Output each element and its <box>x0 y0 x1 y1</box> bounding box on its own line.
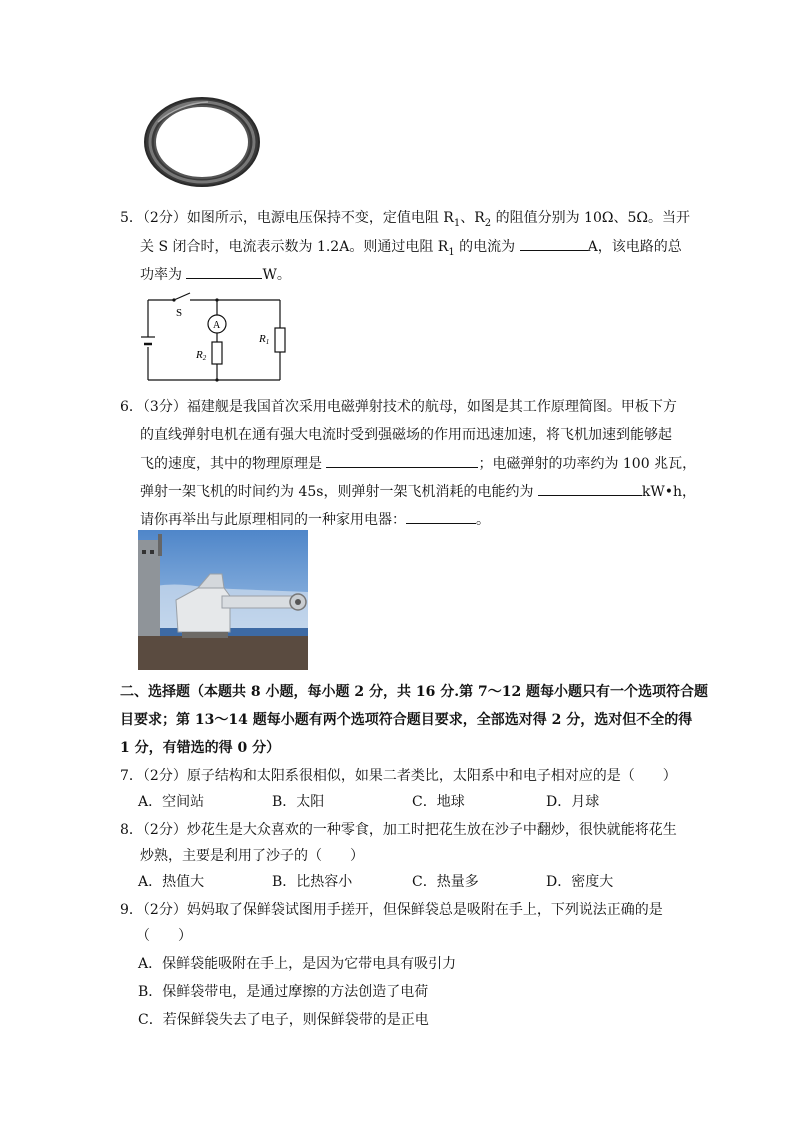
q5-answer-blank-2[interactable] <box>186 264 262 279</box>
wire-coil-image <box>138 92 266 196</box>
q8-option-a[interactable]: A．热值大 <box>138 874 205 890</box>
q6-answer-blank-2[interactable] <box>538 481 642 496</box>
q6-line1: 6．（3分）福建舰是我国首次采用电磁弹射技术的航母，如图是其工作原理简图。甲板下方 <box>120 399 677 415</box>
circuit-diagram <box>140 290 286 384</box>
q7-option-d[interactable]: D．月球 <box>546 794 600 810</box>
q8-stem-line2: 炒熟，主要是利用了沙子的（ ） <box>140 848 364 864</box>
switch-label: S <box>176 307 183 319</box>
q5-line1: 5．（2分）如图所示，电源电压保持不变，定值电阻 $R_1$、$R_2$ 的阻值分别为 10Ω、5Ω。当开 <box>120 210 690 229</box>
section2-line3: 1 分，有错选的得 0 分） <box>120 740 281 756</box>
q7-option-c[interactable]: C．地球 <box>412 794 465 810</box>
section2-line2: 目要求；第 13～14 题每小题有两个选项符合题目要求，全部选对得 2 分，选对但不全的得 <box>120 712 693 728</box>
ammeter-label: A <box>213 320 221 331</box>
q7-option-a[interactable]: A．空间站 <box>138 794 205 810</box>
q5-line3: 功率为 W。 <box>140 264 291 285</box>
q9-option-c[interactable]: C．若保鲜袋失去了电子，则保鲜袋带的是正电 <box>138 1012 429 1028</box>
q8-option-c[interactable]: C．热量多 <box>412 874 479 890</box>
q5-line2: 关 S 闭合时，电流表示数为 1.2A。则通过电阻 $R_1$ 的电流为 A，该电路的总 <box>140 236 682 263</box>
section2-line1: 二、选择题（本题共 8 小题，每小题 2 分，共 16 分.第 7～12 题每小题只有一个选项符合题 <box>120 684 709 700</box>
q6-answer-blank-1[interactable] <box>326 453 478 468</box>
q8-option-d[interactable]: D．密度大 <box>546 874 614 890</box>
q6-line4: 弹射一架飞机的时间约为 45s，则弹射一架飞机消耗的电能约为 kW•h， <box>140 481 696 502</box>
q9-option-b[interactable]: B．保鲜袋带电，是通过摩擦的方法创造了电荷 <box>138 984 429 1000</box>
q8-stem-line1: 8．（2分）炒花生是大众喜欢的一种零食，加工时把花生放在沙子中翻炒，很快就能将花生 <box>120 822 677 838</box>
q7-stem: 7．（2分）原子结构和太阳系很相似，如果二者类比，太阳系中和电子相对应的是（ ） <box>120 768 677 784</box>
q6-line2: 的直线弹射电机在通有强大电流时受到强磁场的作用而迅速加速，将飞机加速到能够起 <box>140 427 672 443</box>
q7-option-b[interactable]: B．太阳 <box>272 794 325 810</box>
q9-option-a[interactable]: A．保鲜袋能吸附在手上，是因为它带电具有吸引力 <box>138 956 457 972</box>
q5-answer-blank-1[interactable] <box>520 236 588 251</box>
catapult-photo <box>138 530 308 670</box>
q6-answer-blank-3[interactable] <box>406 509 476 524</box>
r2-label: R2 <box>196 349 207 362</box>
q9-stem-line1: 9．（2分）妈妈取了保鲜袋试图用手搓开，但保鲜袋总是吸附在手上，下列说法正确的是 <box>120 902 663 918</box>
r1-label: R1 <box>259 333 270 346</box>
q9-stem-line2: （ ） <box>136 928 192 944</box>
q6-line5: 请你再举出与此原理相同的一种家用电器： 。 <box>140 509 490 530</box>
q6-line3: 飞的速度，其中的物理原理是 ；电磁弹射的功率约为 100 兆瓦， <box>140 453 696 474</box>
q8-option-b[interactable]: B．比热容小 <box>272 874 353 890</box>
